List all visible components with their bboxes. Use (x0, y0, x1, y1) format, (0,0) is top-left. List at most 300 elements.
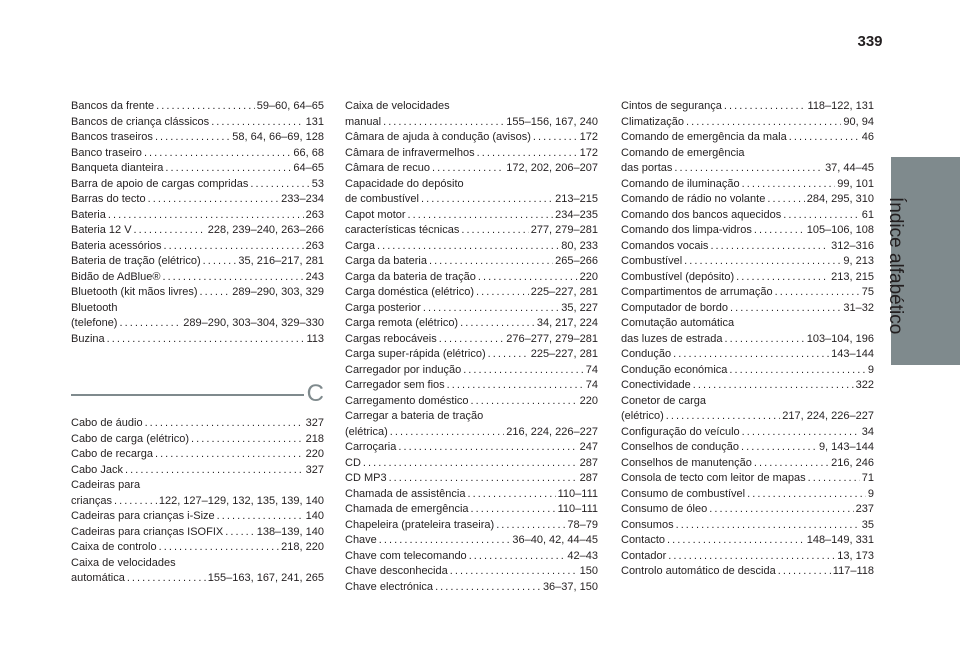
dot-leader (390, 425, 504, 441)
index-entry-line (621, 502, 874, 518)
index-entry (621, 316, 874, 347)
index-entry (345, 270, 598, 286)
dot-leader (162, 270, 303, 286)
page-refs: 172, 202, 206–207 (506, 162, 598, 174)
dot-leader (225, 525, 254, 541)
dot-leader (741, 440, 817, 456)
dot-leader (463, 363, 584, 379)
dot-leader (496, 518, 565, 534)
index-entry-line (71, 270, 324, 286)
index-entry-line (71, 239, 324, 255)
index-term: Banqueta dianteira (71, 162, 164, 174)
page-refs: 213, 215 (831, 270, 874, 283)
index-entry-line (621, 99, 874, 115)
page-refs: 99, 101 (837, 177, 874, 190)
dot-leader (107, 332, 305, 348)
index-term: Cadeiras para crianças i-Size (71, 510, 215, 522)
index-entry-line (345, 285, 598, 301)
page-refs: 78–79 (567, 518, 598, 531)
dot-leader (432, 161, 504, 177)
index-entry (345, 146, 598, 162)
index-entry (621, 394, 874, 425)
index-term: Consola de tecto com leitor de mapas (621, 472, 806, 484)
index-entry (345, 580, 598, 596)
index-term: Bateria 12 V (71, 224, 132, 236)
dot-leader (471, 502, 556, 518)
dot-leader (533, 130, 578, 146)
index-entry-line (621, 347, 874, 363)
page-refs: 58, 64, 66–69, 128 (232, 131, 324, 143)
index-entry-line (345, 301, 598, 317)
index-entry (71, 432, 324, 448)
index-term: Chapeleira (prateleira traseira) (345, 518, 495, 531)
index-entry (621, 130, 874, 146)
index-entry (345, 161, 598, 177)
dot-leader (217, 509, 304, 525)
index-entry-line (345, 254, 598, 270)
index-entry-line (71, 509, 324, 525)
index-entry-line (621, 409, 874, 425)
dot-leader (429, 254, 553, 270)
index-entry-line (621, 285, 874, 301)
index-entry-line (621, 471, 874, 487)
index-entry-line (621, 270, 874, 286)
index-entry (71, 239, 324, 255)
index-entry-line (621, 301, 874, 317)
index-entry-line (621, 456, 874, 472)
page-refs: 216, 224, 226–227 (506, 425, 598, 438)
index-entry (621, 456, 874, 472)
index-entry-line (345, 347, 598, 363)
index-entry-line (345, 502, 598, 518)
index-term: Conselhos de condução (621, 441, 740, 453)
index-entry-line (345, 518, 598, 534)
index-term: Buzina (71, 332, 105, 345)
index-column-2 (345, 99, 598, 595)
index-term: Banco traseiro (71, 146, 142, 159)
index-entry-line (621, 177, 874, 193)
index-entry-line (71, 192, 324, 208)
dot-leader (767, 192, 804, 208)
index-term: Barra de apoio de cargas compridas (71, 177, 249, 190)
section-letter: C (306, 380, 324, 407)
page-refs: 155–163, 167, 241, 265 (207, 572, 324, 584)
index-entry (621, 564, 874, 580)
index-entry-line (345, 394, 598, 410)
dot-leader (145, 416, 304, 432)
index-entry (345, 471, 598, 487)
page-refs: 66, 68 (293, 146, 324, 159)
index-entry (345, 177, 598, 208)
index-entry-line (621, 332, 874, 348)
index-entry-line (345, 270, 598, 286)
index-entry (71, 115, 324, 131)
page-refs: 225–227, 281 (530, 348, 598, 360)
index-entry (345, 254, 598, 270)
index-entry (621, 177, 874, 193)
page-refs: 37, 44–45 (825, 162, 874, 174)
page-refs: 213–215 (555, 193, 598, 205)
dot-leader (668, 549, 835, 565)
index-entry-line (345, 208, 598, 224)
dot-leader (389, 471, 578, 487)
index-entry (621, 254, 874, 270)
page-refs: 110–111 (557, 487, 598, 500)
index-term: Carregador sem fios (345, 379, 445, 391)
index-term: Barras do tecto (71, 193, 146, 205)
index-term: Conectividade (621, 379, 691, 391)
page-refs: 34, 217, 224 (536, 317, 598, 329)
index-entry (621, 115, 874, 131)
dot-leader (789, 130, 860, 146)
dot-leader (742, 177, 836, 193)
index-term: Chamada de emergência (345, 503, 469, 515)
index-entry (345, 409, 598, 440)
index-entry-line (621, 192, 874, 208)
index-term: manual (345, 115, 382, 128)
index-term: Computador de bordo (621, 301, 729, 314)
page-refs: 103–104, 196 (806, 332, 874, 345)
index-entry (345, 549, 598, 565)
dot-leader (754, 456, 829, 472)
page-refs: 9, 213 (843, 255, 874, 267)
index-term: Contacto (621, 534, 666, 546)
index-entry-line (71, 494, 324, 510)
page-refs: 35, 216–217, 281 (238, 255, 324, 267)
dot-leader (156, 99, 255, 115)
index-column-c (71, 416, 324, 587)
dot-leader (730, 301, 841, 317)
index-term: Carga posterior (345, 301, 421, 314)
index-entry (345, 564, 598, 580)
index-term: Bidão de AdBlue® (71, 270, 161, 283)
index-entry (71, 463, 324, 479)
index-entry (71, 447, 324, 463)
index-entry-line (71, 161, 324, 177)
index-entry-line (71, 416, 324, 432)
index-entry-line (345, 332, 598, 348)
index-entry (345, 456, 598, 472)
page-refs: 148–149, 331 (806, 534, 874, 546)
page-refs: 90, 94 (843, 115, 874, 128)
page-refs: 59–60, 64–65 (256, 100, 324, 112)
index-entry (345, 223, 598, 239)
dot-leader (775, 285, 860, 301)
dot-leader (211, 115, 303, 131)
index-entry (621, 347, 874, 363)
index-term: Bluetooth (kit mãos livres) (71, 286, 198, 298)
index-entry (71, 161, 324, 177)
index-entry (621, 239, 874, 255)
index-entry (621, 223, 874, 239)
index-entry-line (345, 192, 598, 208)
index-entry-line (71, 146, 324, 162)
page-refs: 265–266 (555, 255, 598, 267)
dot-leader (119, 316, 181, 332)
dot-leader (203, 254, 237, 270)
index-entry (71, 556, 324, 587)
index-entry-line (345, 425, 598, 441)
dot-leader (667, 533, 805, 549)
page-refs: 225–227, 281 (530, 286, 598, 298)
page-refs: 284, 295, 310 (806, 193, 874, 205)
page-refs: 9, 143–144 (818, 441, 874, 453)
dot-leader (439, 332, 505, 348)
index-entry (621, 533, 874, 549)
page-refs: 53 (311, 177, 324, 190)
index-entry-line (71, 285, 324, 301)
index-entry-line (71, 463, 324, 479)
index-entry-line (345, 580, 598, 596)
index-term: crianças (71, 494, 112, 507)
index-term: (elétrico) (621, 410, 664, 422)
index-term: Chave com telecomando (345, 549, 467, 562)
page-refs: 217, 224, 226–227 (782, 410, 874, 422)
index-entry (621, 471, 874, 487)
index-entry (345, 378, 598, 394)
index-entry-line (71, 115, 324, 131)
index-term: Carregador por indução (345, 363, 462, 376)
index-entry (71, 478, 324, 509)
index-entry (621, 549, 874, 565)
page-refs: 13, 173 (837, 549, 874, 562)
index-term: Comando de emergência da mala (621, 131, 787, 143)
index-entry-line (345, 146, 598, 162)
index-term: automática (71, 572, 125, 584)
index-term: Comando de iluminação (621, 177, 740, 190)
index-entry-line (345, 223, 598, 239)
dot-leader (164, 239, 304, 255)
page-refs: 233–234 (281, 193, 324, 205)
dot-leader (469, 549, 566, 565)
dot-leader (676, 518, 860, 534)
index-term: Capot motor (345, 208, 406, 221)
index-entry-line (621, 239, 874, 255)
index-entry-line (71, 223, 324, 239)
index-entry (345, 363, 598, 379)
index-term: das luzes de estrada (621, 332, 723, 345)
index-term: Cadeiras para crianças ISOFIX (71, 525, 224, 538)
dot-leader (478, 270, 578, 286)
page-refs: 64–65 (293, 162, 324, 174)
index-entry (621, 518, 874, 534)
page-refs: 277, 279–281 (530, 224, 598, 236)
index-entry (621, 502, 874, 518)
index-entry-line (345, 115, 598, 131)
index-term: Caixa de velocidades (71, 556, 176, 569)
index-entry-line (345, 239, 598, 255)
index-term: Comutação automática (621, 317, 735, 329)
index-entry (345, 130, 598, 146)
index-term: Carga super-rápida (elétrico) (345, 348, 486, 360)
page-refs: 31–32 (843, 301, 874, 314)
dot-leader (435, 580, 541, 596)
index-entry (71, 254, 324, 270)
dot-leader (461, 223, 528, 239)
dot-leader (471, 394, 578, 410)
index-term: Combustível (depósito) (621, 270, 735, 283)
dot-leader (674, 161, 823, 177)
dot-leader (686, 115, 841, 131)
index-entry-line (621, 208, 874, 224)
dot-leader (165, 161, 291, 177)
dot-leader (460, 316, 535, 332)
page-refs: 36–40, 42, 44–45 (512, 534, 598, 546)
page-refs: 42–43 (567, 549, 598, 562)
page-refs: 228, 239–240, 263–266 (207, 224, 324, 236)
section-c-header (71, 379, 324, 409)
page-refs: 36–37, 150 (542, 580, 598, 593)
index-term: Chave electrónica (345, 580, 434, 593)
index-entry (71, 270, 324, 286)
dot-leader (783, 208, 860, 224)
index-entry (621, 440, 874, 456)
index-term: Consumos (621, 518, 674, 531)
dot-leader (125, 463, 304, 479)
index-term: Carga doméstica (elétrico) (345, 286, 474, 298)
index-entry-line (345, 456, 598, 472)
page-refs: 71 (861, 472, 874, 484)
page-refs: 113 (306, 332, 324, 345)
index-column-b (71, 99, 324, 347)
page-refs: 74 (585, 363, 598, 376)
index-entry-line (345, 440, 598, 456)
index-entry-line (621, 487, 874, 503)
page-refs: 327 (305, 417, 324, 429)
index-entry-line (71, 177, 324, 193)
index-entry (71, 525, 324, 541)
dot-leader (710, 239, 829, 255)
page-refs: 322 (855, 379, 874, 391)
page-refs: 276–277, 279–281 (506, 332, 598, 345)
index-term: de combustível (345, 193, 419, 205)
dot-leader (191, 432, 304, 448)
index-entry-line (71, 130, 324, 146)
page-refs: 75 (861, 286, 874, 298)
dot-leader (408, 208, 554, 224)
index-term: Capacidade do depósito (345, 177, 464, 190)
page-refs: 220 (579, 394, 598, 407)
dot-leader (476, 285, 529, 301)
index-entry (71, 301, 324, 332)
page-refs: 289–290, 303, 329 (232, 286, 324, 298)
index-entry (71, 332, 324, 348)
index-term: (elétrica) (345, 425, 388, 438)
index-term: Caixa de velocidades (345, 100, 450, 112)
index-entry (345, 347, 598, 363)
index-entry (621, 425, 874, 441)
index-term: Bluetooth (71, 301, 118, 314)
page-refs: 172 (579, 146, 598, 159)
index-entry-line (345, 161, 598, 177)
dot-leader (377, 239, 559, 255)
index-entry (345, 394, 598, 410)
index-term: Cabo de recarga (71, 448, 153, 460)
page-refs: 9 (867, 363, 874, 376)
index-entry-line (621, 130, 874, 146)
index-term: Comando dos limpa-vidros (621, 224, 752, 236)
dot-leader (488, 347, 529, 363)
index-term: Comando dos bancos aquecidos (621, 208, 782, 221)
index-entry-line (71, 316, 324, 332)
index-entry-line (621, 223, 874, 239)
index-entry-line (621, 115, 874, 131)
page-refs: 74 (585, 379, 598, 391)
index-entry-line (621, 363, 874, 379)
index-entry-line (71, 332, 324, 348)
index-entry (345, 518, 598, 534)
dot-leader (693, 378, 854, 394)
dot-leader (383, 115, 504, 131)
index-entry-line (345, 471, 598, 487)
index-section-c (71, 379, 324, 587)
page-refs: 220 (305, 448, 324, 460)
index-entry (71, 285, 324, 301)
dot-leader (477, 146, 578, 162)
index-entry-line (71, 208, 324, 224)
index-entry (345, 533, 598, 549)
dot-leader (747, 487, 866, 503)
index-entry-line (71, 254, 324, 270)
index-term: Carga da bateria de tração (345, 270, 476, 283)
dot-leader (127, 571, 206, 587)
index-term: Carregamento doméstico (345, 394, 469, 407)
dot-leader (724, 99, 806, 115)
page-refs: 247 (579, 441, 598, 453)
page-refs: 234–235 (555, 208, 598, 221)
index-entry-line (345, 549, 598, 565)
index-term: Chave (345, 534, 377, 546)
page-refs: 131 (305, 115, 324, 128)
index-entry (71, 192, 324, 208)
index-entry (71, 223, 324, 239)
index-term: CD (345, 456, 361, 469)
index-term: Carroçaria (345, 441, 397, 453)
index-term: Consumo de combustível (621, 487, 746, 500)
index-entry (345, 301, 598, 317)
index-term: Comando de emergência (621, 146, 745, 159)
index-term: Combustível (621, 255, 683, 267)
index-term: Caixa de controlo (71, 541, 157, 553)
index-entry (621, 146, 874, 177)
page-refs: 287 (579, 472, 598, 484)
page-refs: 9 (867, 487, 874, 500)
index-term: Contador (621, 549, 667, 562)
index-term: Cadeiras para (71, 479, 141, 491)
page-number: 339 (857, 33, 883, 50)
index-entry-line (621, 425, 874, 441)
index-entry-line (345, 533, 598, 549)
page-refs: 172 (579, 131, 598, 143)
index-entry (71, 177, 324, 193)
index-term: Cabo Jack (71, 463, 123, 476)
index-entry-line (71, 525, 324, 541)
page-refs: 118–122, 131 (807, 100, 874, 112)
dot-leader (673, 347, 829, 363)
page-refs: 110–111 (557, 503, 598, 515)
index-entry-line (345, 564, 598, 580)
page-refs: 34 (861, 425, 874, 438)
index-entry-line (621, 533, 874, 549)
index-entry (71, 130, 324, 146)
dot-leader (725, 332, 805, 348)
page-refs: 35, 227 (561, 301, 598, 314)
index-entry (71, 146, 324, 162)
dot-leader (144, 146, 291, 162)
index-entry (345, 208, 598, 224)
index-entry (621, 99, 874, 115)
index-term: Câmara de ajuda à condução (avisos) (345, 131, 531, 143)
